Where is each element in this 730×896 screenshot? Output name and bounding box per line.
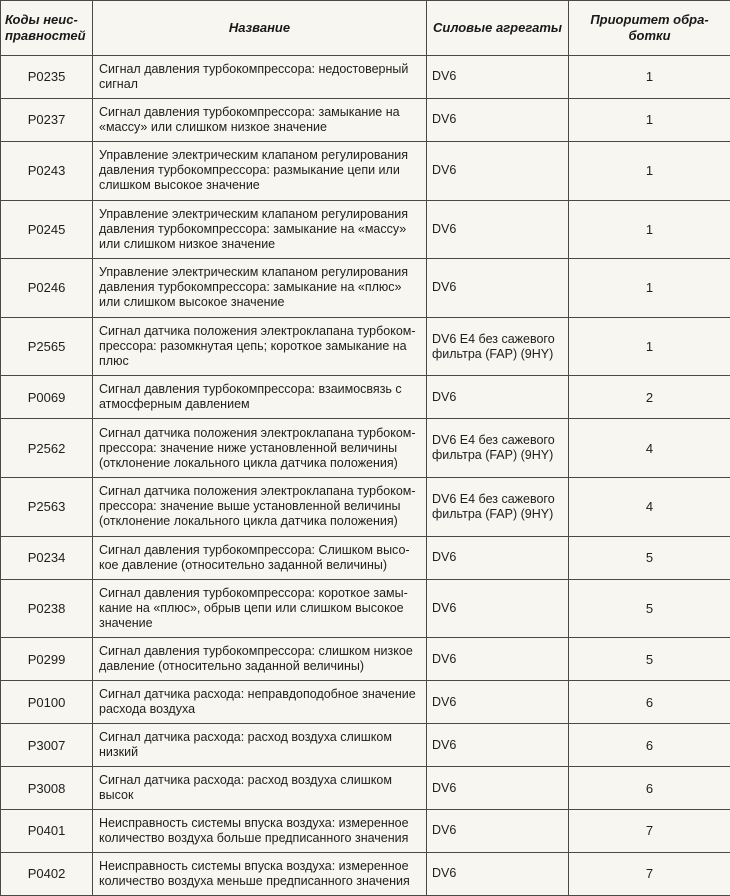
engines-cell: DV6 E4 без сажевого фильтра (FAP) (9HY)	[427, 317, 569, 376]
code-cell: P0237	[1, 98, 93, 141]
header-priority: Приоритет обра-ботки	[569, 1, 730, 56]
priority-cell: 1	[569, 200, 730, 259]
priority-cell: 1	[569, 259, 730, 318]
table-row	[1, 56, 730, 99]
table-row	[1, 809, 730, 852]
table-row	[1, 767, 730, 810]
engines-cell: DV6 E4 без сажевого фильтра (FAP) (9HY)	[427, 419, 569, 478]
name-cell: Неисправность системы впуска воздуха: измеренное количество воздуха меньше предписанного значения	[93, 852, 427, 895]
name-cell: Сигнал датчика положения электроклапана турбоком-прессора: разомкнутая цепь; короткое замыкание на плюс	[93, 317, 427, 376]
priority-cell: 5	[569, 536, 730, 579]
table-row	[1, 259, 730, 318]
code-cell: P0069	[1, 376, 93, 419]
engines-cell: DV6	[427, 259, 569, 318]
code-cell: P2565	[1, 317, 93, 376]
code-cell: P0100	[1, 681, 93, 724]
name-cell: Сигнал датчика положения электроклапана турбоком-прессора: значение ниже установленной величины (отклонение локального цикла датчика положения)	[93, 419, 427, 478]
name-cell: Сигнал давления турбокомпрессора: взаимосвязь с атмосферным давлением	[93, 376, 427, 419]
table-row	[1, 376, 730, 419]
engines-cell: DV6	[427, 200, 569, 259]
code-cell: P0299	[1, 638, 93, 681]
table-row	[1, 852, 730, 895]
name-cell: Сигнал датчика расхода: расход воздуха слишком высок	[93, 767, 427, 810]
engines-cell: DV6	[427, 681, 569, 724]
engines-cell: DV6	[427, 638, 569, 681]
priority-cell: 6	[569, 724, 730, 767]
table-row	[1, 579, 730, 638]
priority-cell: 1	[569, 141, 730, 200]
code-cell: P0238	[1, 579, 93, 638]
header-engines: Силовые агрегаты	[427, 1, 569, 56]
name-cell: Управление электрическим клапаном регулирования давления турбокомпрессора: замыкание на «плюс» или слишком высокое значение	[93, 259, 427, 318]
header-row	[1, 1, 730, 56]
table-row	[1, 98, 730, 141]
table-row	[1, 681, 730, 724]
priority-cell: 1	[569, 56, 730, 99]
engines-cell: DV6	[427, 536, 569, 579]
engines-cell: DV6	[427, 98, 569, 141]
name-cell: Сигнал давления турбокомпрессора: замыкание на «массу» или слишком низкое значение	[93, 98, 427, 141]
priority-cell: 6	[569, 767, 730, 810]
table-row	[1, 724, 730, 767]
code-cell: P2562	[1, 419, 93, 478]
code-cell: P0402	[1, 852, 93, 895]
priority-cell: 4	[569, 478, 730, 537]
code-cell: P0246	[1, 259, 93, 318]
name-cell: Управление электрическим клапаном регулирования давления турбокомпрессора: замыкание на «массу» или слишком низкое значение	[93, 200, 427, 259]
name-cell: Сигнал давления турбокомпрессора: слишком низкое давление (относительно заданной величины)	[93, 638, 427, 681]
name-cell: Сигнал давления турбокомпрессора: недостоверный сигнал	[93, 56, 427, 99]
code-cell: P0243	[1, 141, 93, 200]
engines-cell: DV6	[427, 56, 569, 99]
code-cell: P0235	[1, 56, 93, 99]
header-name: Название	[93, 1, 427, 56]
engines-cell: DV6	[427, 767, 569, 810]
engines-cell: DV6	[427, 141, 569, 200]
name-cell: Сигнал датчика расхода: неправдоподобное значение расхода воздуха	[93, 681, 427, 724]
table-row	[1, 419, 730, 478]
name-cell: Сигнал давления турбокомпрессора: Слишком высо-кое давление (относительно заданной величины)	[93, 536, 427, 579]
name-cell: Неисправность системы впуска воздуха: измеренное количество воздуха больше предписанного значения	[93, 809, 427, 852]
priority-cell: 7	[569, 809, 730, 852]
name-cell: Управление электрическим клапаном регулирования давления турбокомпрессора: размыкание цепи или слишком высокое значение	[93, 141, 427, 200]
code-cell: P2563	[1, 478, 93, 537]
table-row	[1, 478, 730, 537]
engines-cell: DV6	[427, 376, 569, 419]
priority-cell: 7	[569, 852, 730, 895]
priority-cell: 2	[569, 376, 730, 419]
code-cell: P3007	[1, 724, 93, 767]
name-cell: Сигнал датчика положения электроклапана турбоком-прессора: значение выше установленной величины (отклонение локального цикла датчика положения)	[93, 478, 427, 537]
engines-cell: DV6	[427, 809, 569, 852]
engines-cell: DV6	[427, 724, 569, 767]
priority-cell: 1	[569, 98, 730, 141]
code-cell: P0234	[1, 536, 93, 579]
priority-cell: 6	[569, 681, 730, 724]
name-cell: Сигнал датчика расхода: расход воздуха слишком низкий	[93, 724, 427, 767]
engines-cell: DV6 E4 без сажевого фильтра (FAP) (9HY)	[427, 478, 569, 537]
table-row	[1, 200, 730, 259]
code-cell: P0401	[1, 809, 93, 852]
name-cell: Сигнал давления турбокомпрессора: короткое замы-кание на «плюс», обрыв цепи или слишком высокое значение	[93, 579, 427, 638]
table-row	[1, 536, 730, 579]
priority-cell: 4	[569, 419, 730, 478]
table-row	[1, 638, 730, 681]
code-cell: P0245	[1, 200, 93, 259]
priority-cell: 5	[569, 638, 730, 681]
table-row	[1, 317, 730, 376]
engines-cell: DV6	[427, 579, 569, 638]
header-code: Коды неис-правностей	[1, 1, 93, 56]
code-cell: P3008	[1, 767, 93, 810]
priority-cell: 5	[569, 579, 730, 638]
table-row	[1, 141, 730, 200]
priority-cell: 1	[569, 317, 730, 376]
engines-cell: DV6	[427, 852, 569, 895]
